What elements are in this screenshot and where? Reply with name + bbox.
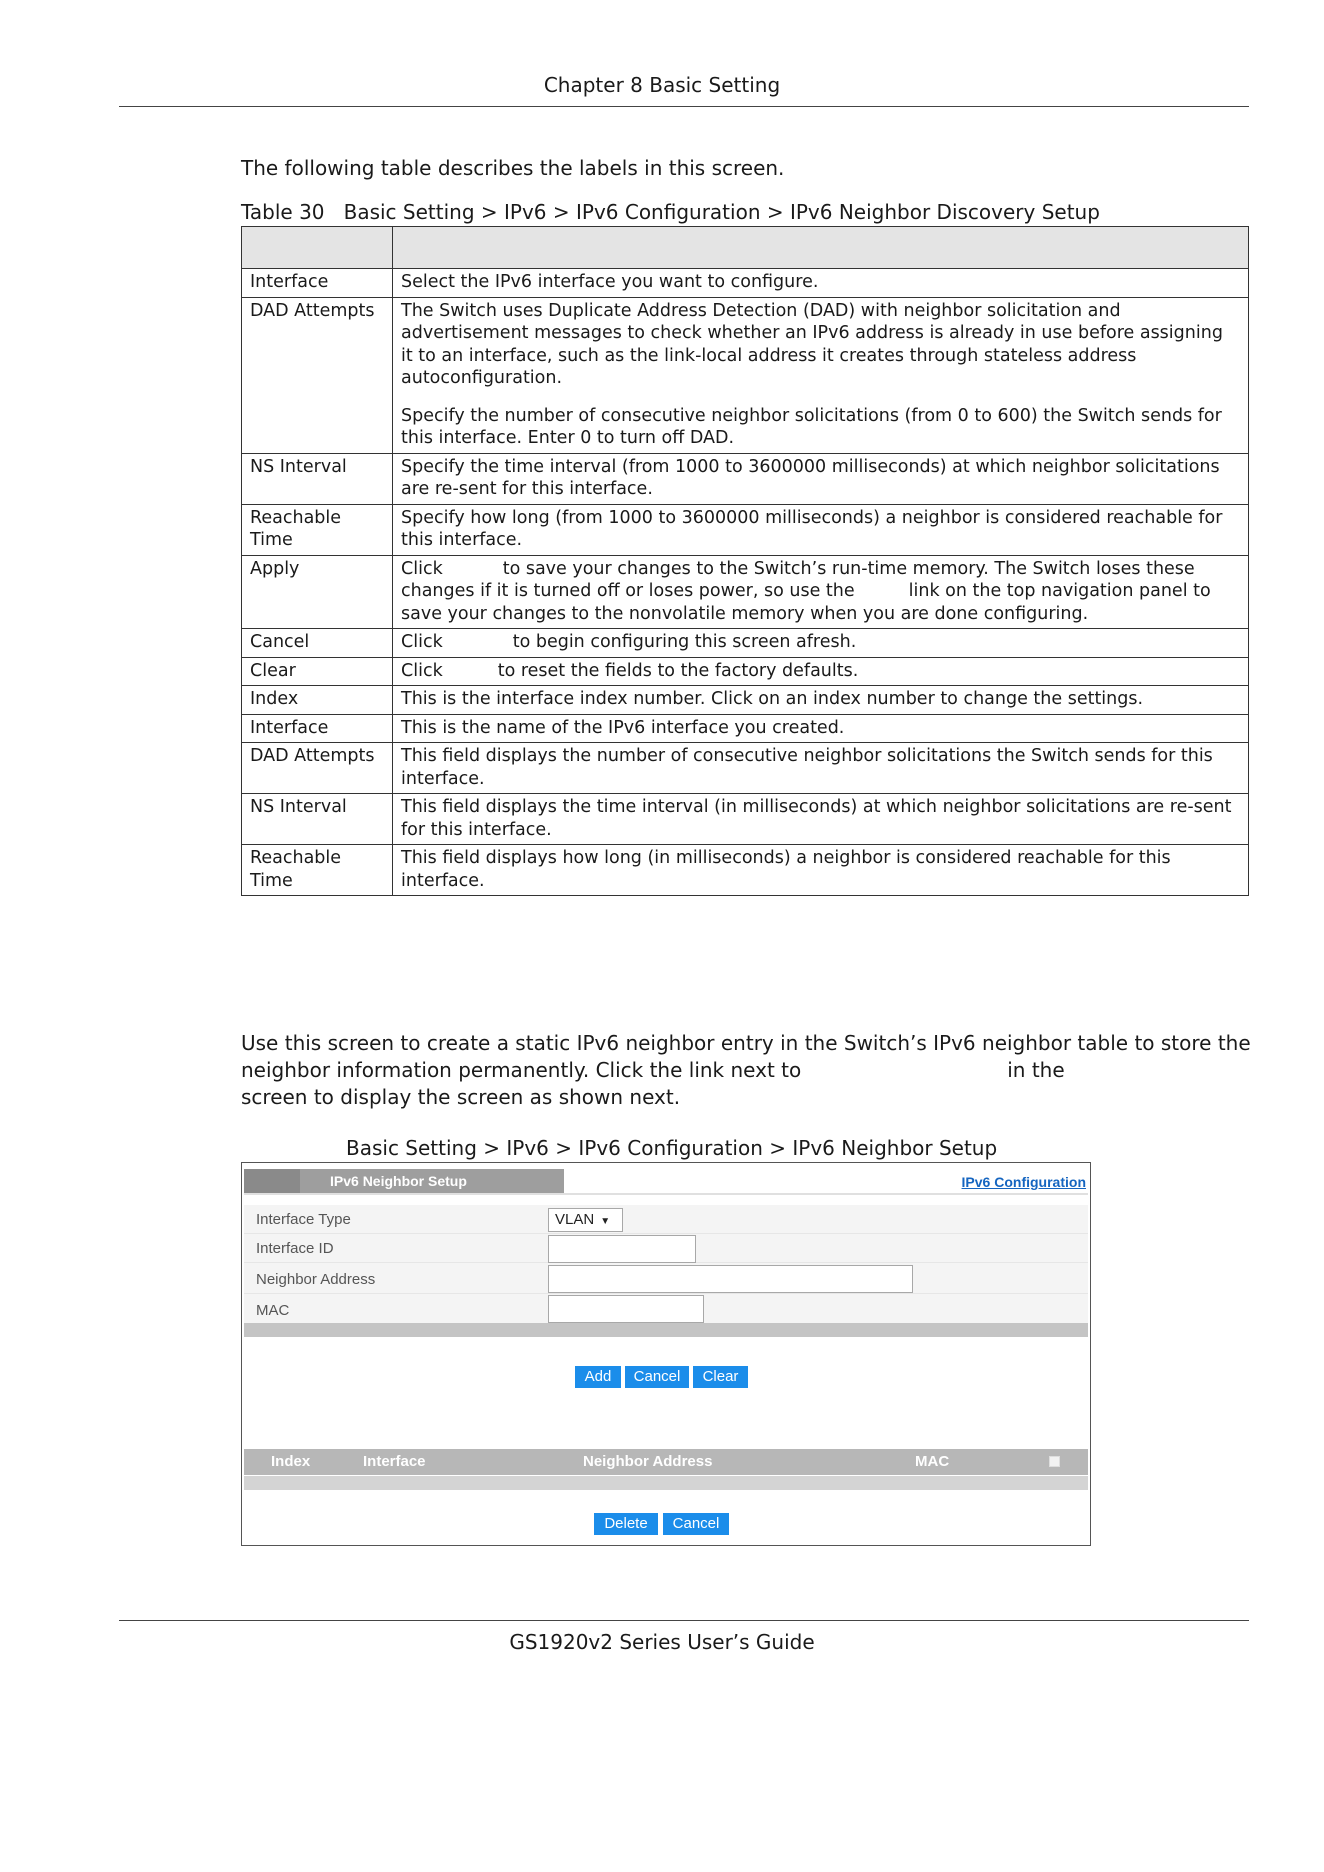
table-row	[242, 657, 1249, 686]
row-description	[393, 629, 1249, 658]
column-interface: Interface	[363, 1453, 426, 1470]
description-text	[401, 631, 1240, 654]
row-label: DAD Attempts	[242, 743, 393, 794]
table-row	[242, 504, 1249, 555]
intro-text: The following table describes the labels in this screen.	[241, 156, 785, 180]
body-paragraph	[241, 1030, 1251, 1111]
paragraph-fragment: in the	[1007, 1058, 1065, 1082]
row-description	[393, 297, 1249, 453]
row-description	[393, 845, 1249, 896]
interface-type-label: Interface Type	[256, 1211, 351, 1228]
description-text: This is the interface index number. Click on an index number to change the settings.	[401, 689, 1144, 709]
description-fragment: Click	[401, 660, 443, 681]
description-table	[241, 226, 1249, 896]
list-cancel-button[interactable]: Cancel	[663, 1513, 729, 1535]
row-description	[393, 269, 1249, 298]
table-row	[242, 714, 1249, 743]
figure-caption: Basic Setting > IPv6 > IPv6 Configuration > IPv6 Neighbor Setup	[346, 1136, 998, 1160]
paragraph-fragment: screen to display the screen as shown next.	[241, 1085, 681, 1109]
running-footer: GS1920v2 Series User’s Guide	[509, 1630, 815, 1654]
title-bar-accent	[244, 1169, 300, 1193]
neighbor-address-input[interactable]	[548, 1265, 913, 1293]
header-rule	[119, 106, 1249, 107]
description-text: This field displays how long (in milliseconds) a neighbor is considered reachable for this interface.	[401, 848, 1171, 891]
neighbor-address-label: Neighbor Address	[256, 1271, 376, 1288]
table-header-label	[242, 227, 393, 269]
interface-id-label: Interface ID	[256, 1240, 334, 1257]
description-text: This field displays the number of consecutive neighbor solicitations the Switch sends for this interface.	[401, 746, 1213, 789]
description-text: Select the IPv6 interface you want to configure.	[401, 272, 819, 292]
column-neighbor-address: Neighbor Address	[583, 1453, 713, 1470]
delete-button[interactable]: Delete	[594, 1513, 658, 1535]
description-text: Specify how long (from 1000 to 3600000 milliseconds) a neighbor is considered reachable for this interface.	[401, 507, 1223, 550]
table-caption: Table 30 Basic Setting > IPv6 > IPv6 Configuration > IPv6 Neighbor Discovery Setup	[241, 200, 1100, 224]
screen-title: IPv6 Neighbor Setup	[330, 1173, 467, 1189]
ipv6-neighbor-setup-screen	[241, 1162, 1091, 1546]
description-fragment: Click	[401, 632, 443, 652]
title-divider	[244, 1193, 1088, 1195]
row-label: NS Interval	[242, 794, 393, 845]
cancel-button[interactable]: Cancel	[625, 1366, 689, 1388]
row-description	[393, 504, 1249, 555]
form-footer-bar	[244, 1323, 1088, 1337]
table-row	[242, 629, 1249, 658]
row-description	[393, 555, 1249, 629]
description-text: This field displays the time interval (in milliseconds) at which neighbor solicitations are re-sent for this interface.	[401, 797, 1232, 840]
description-fragment: to save your changes to the Switch’s run-time memory. The Switch loses these changes if it is turned off or loses power, so use the	[401, 558, 1195, 601]
interface-id-input[interactable]	[548, 1235, 696, 1263]
description-fragment: to begin configuring this screen afresh.	[512, 632, 857, 652]
footer-rule	[119, 1620, 1249, 1621]
table-header-row	[242, 227, 1249, 269]
table-row	[242, 845, 1249, 896]
row-description	[393, 686, 1249, 715]
interface-type-select[interactable]	[548, 1208, 623, 1232]
description-fragment: Click	[401, 558, 443, 579]
row-label: DAD Attempts	[242, 297, 393, 453]
column-index: Index	[271, 1453, 311, 1470]
table-row	[242, 794, 1249, 845]
table-row	[242, 555, 1249, 629]
row-label: Apply	[242, 555, 393, 629]
description-fragment: link on the top navigation panel to save your changes to the nonvolatile memory when you are done configuring.	[401, 581, 1211, 624]
row-label: Interface	[242, 269, 393, 298]
description-fragment: to reset the fields to the factory defaults.	[497, 660, 859, 681]
row-description	[393, 657, 1249, 686]
table-row	[242, 743, 1249, 794]
list-footer-bar	[244, 1476, 1088, 1490]
description-text: The Switch uses Duplicate Address Detection (DAD) with neighbor solicitation and advertisement messages to check whether an IPv6 address is already in use before assigning it to an interface, such as the link-local address it creates through stateless address autoconfiguration.	[401, 300, 1223, 388]
row-label: Reachable Time	[242, 845, 393, 896]
form-row-interface-type	[244, 1205, 1088, 1234]
form-row-mac	[244, 1294, 1088, 1324]
clear-button[interactable]: Clear	[693, 1366, 748, 1388]
form-row-neighbor-address	[244, 1263, 1088, 1294]
list-header	[244, 1449, 1088, 1475]
paragraph-fragment: Use this screen to create a static IPv6 neighbor entry in the Switch’s IPv6 neighbor table to store the neighbor information permanently. Click the link next to	[241, 1031, 1251, 1082]
description-text	[401, 558, 1240, 626]
row-description	[393, 714, 1249, 743]
row-label: NS Interval	[242, 453, 393, 504]
table-row	[242, 686, 1249, 715]
running-header: Chapter 8 Basic Setting	[543, 73, 781, 97]
row-description	[393, 453, 1249, 504]
table-row	[242, 269, 1249, 298]
form-row-interface-id	[244, 1234, 1088, 1263]
ipv6-configuration-link[interactable]: IPv6 Configuration	[961, 1174, 1086, 1190]
row-description	[393, 794, 1249, 845]
row-label: Cancel	[242, 629, 393, 658]
description-text	[401, 660, 1240, 683]
table-header-description	[393, 227, 1249, 269]
select-all-checkbox[interactable]	[1049, 1456, 1060, 1467]
table-row	[242, 453, 1249, 504]
add-button[interactable]: Add	[575, 1366, 621, 1388]
row-label: Index	[242, 686, 393, 715]
description-text: This is the name of the IPv6 interface you created.	[401, 717, 845, 738]
row-label: Clear	[242, 657, 393, 686]
mac-label: MAC	[256, 1302, 290, 1319]
chevron-down-icon: ▼	[600, 1216, 611, 1227]
description-text: Specify the time interval (from 1000 to 3600000 milliseconds) at which neighbor solicitations are re-sent for this interface.	[401, 456, 1220, 499]
interface-type-value: VLAN	[555, 1211, 595, 1228]
description-text: Specify the number of consecutive neighbor solicitations (from 0 to 600) the Switch sends for this interface. Enter 0 to turn off DAD.	[401, 405, 1222, 448]
column-mac: MAC	[915, 1453, 950, 1470]
row-label: Reachable Time	[242, 504, 393, 555]
row-description	[393, 743, 1249, 794]
row-label: Interface	[242, 714, 393, 743]
mac-input[interactable]	[548, 1295, 704, 1323]
table-row	[242, 297, 1249, 453]
